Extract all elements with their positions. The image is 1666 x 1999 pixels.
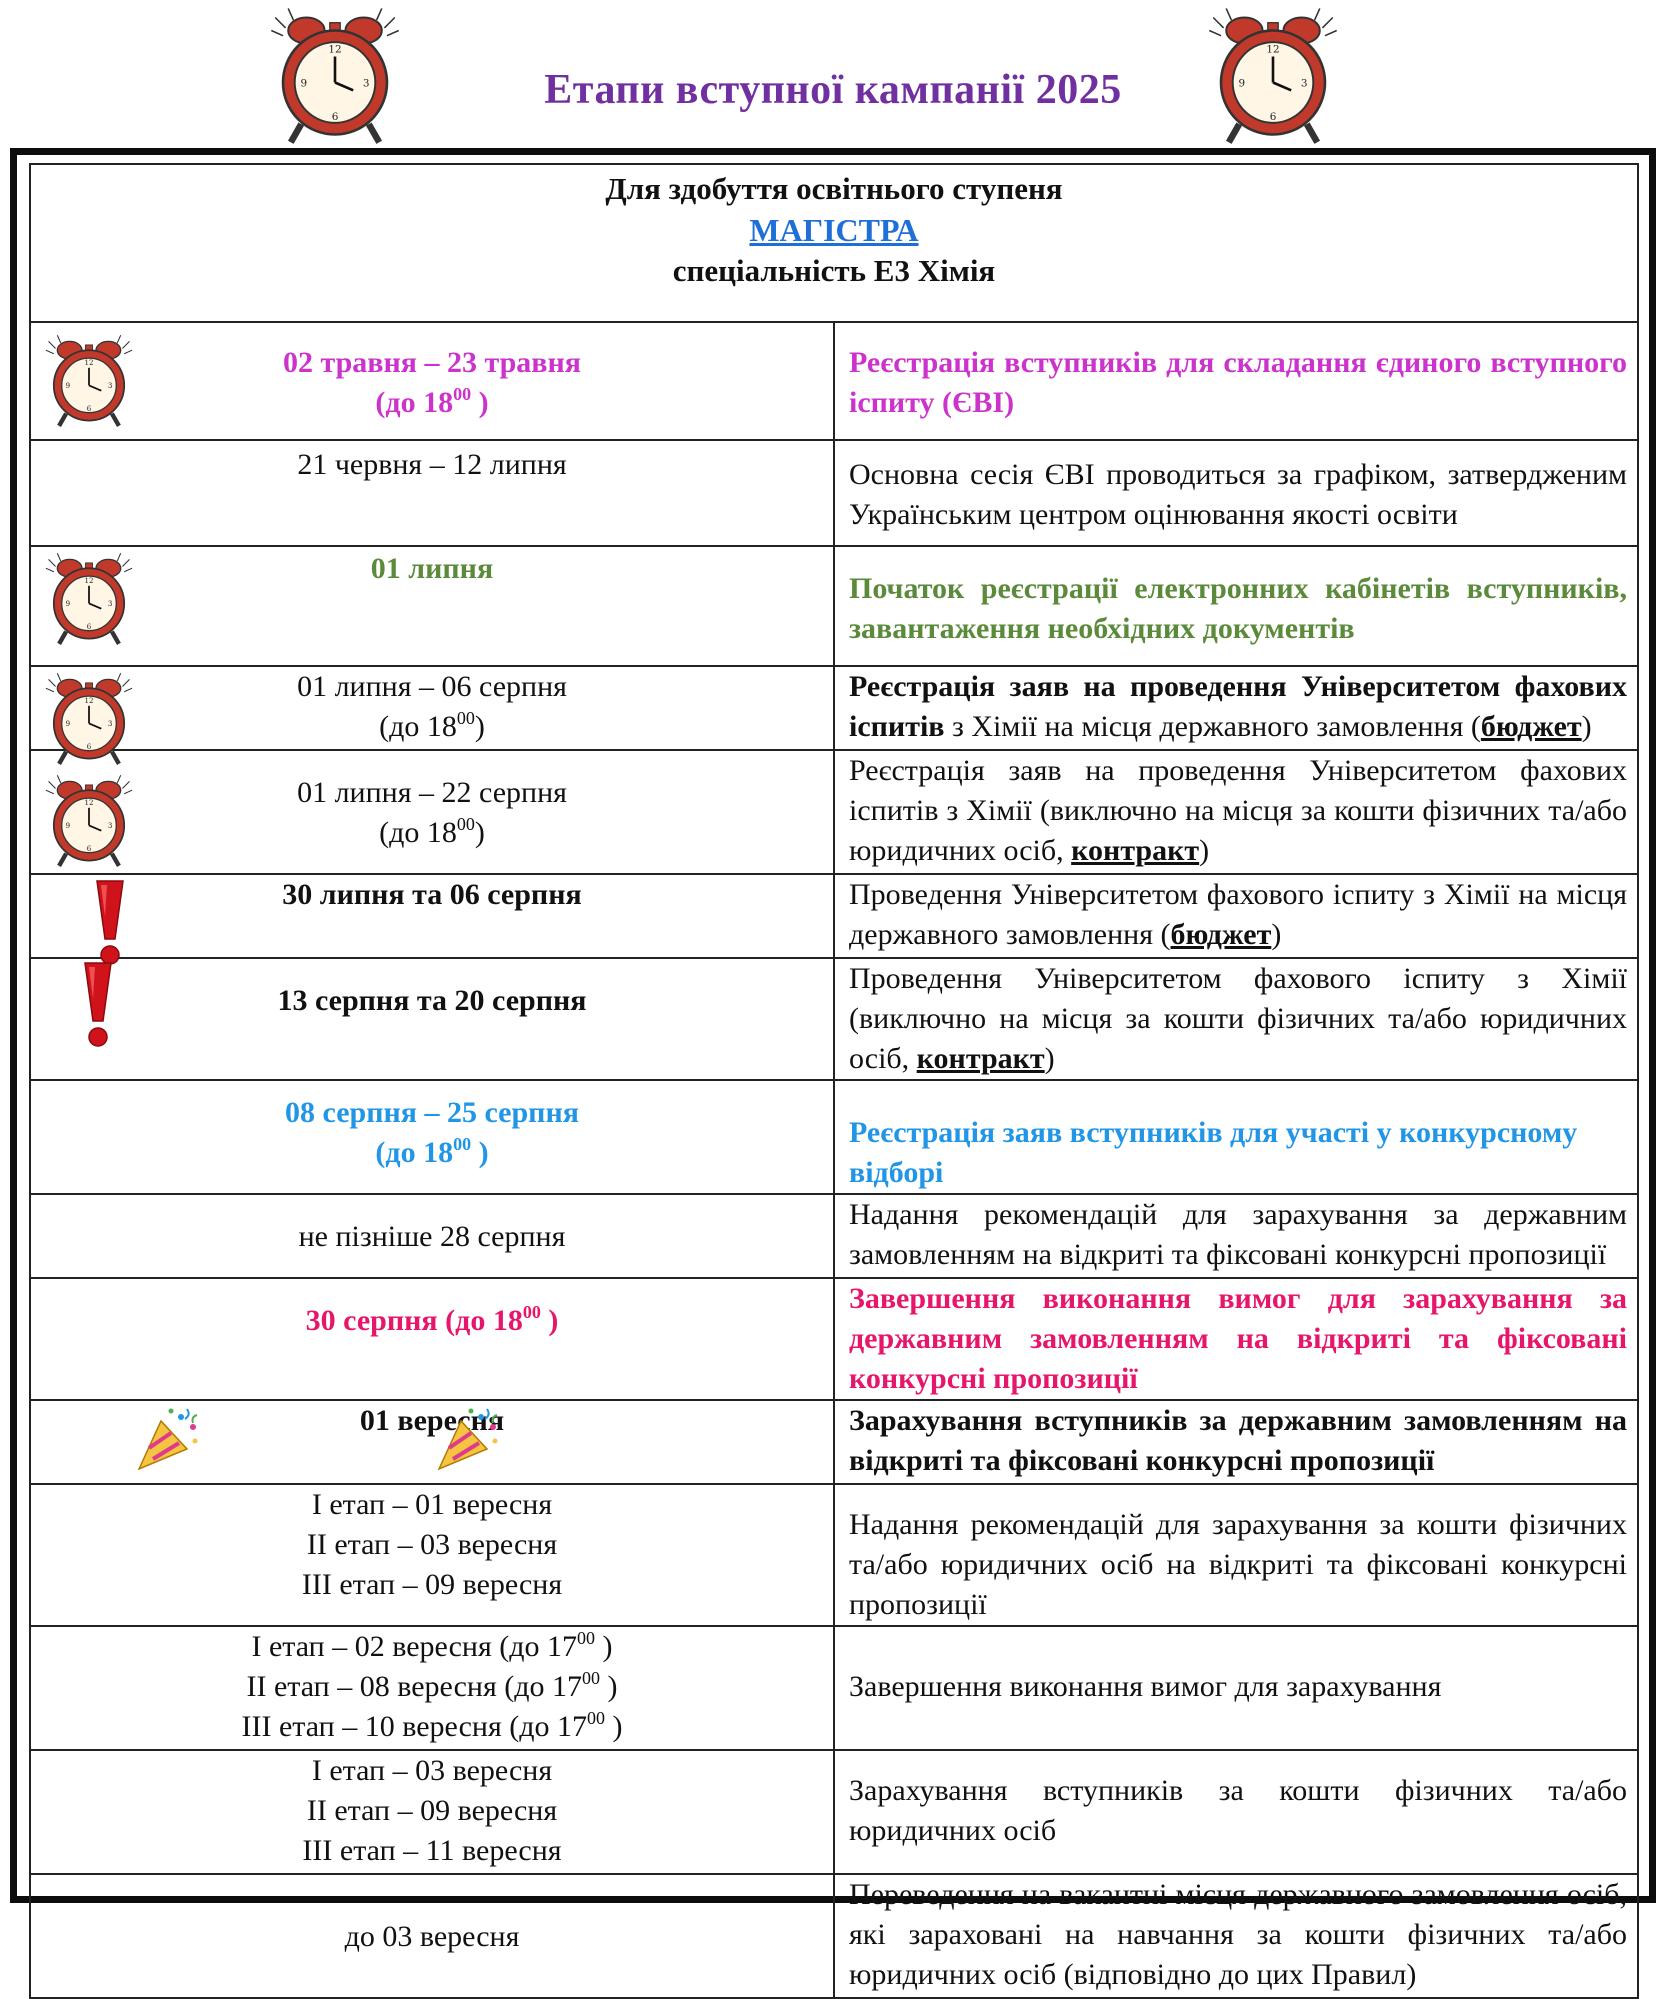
desc-text: Реєстрація заяв на проведення Університетом фахових іспитів з Хімії (виключно на місця за кошти фізичних та/або юридичних осіб, контракт) [849, 754, 1627, 867]
date-cell [30, 1278, 834, 1400]
table-row [30, 440, 1638, 546]
exclamation-icon [75, 959, 121, 1049]
date-cell [30, 322, 834, 440]
table-row [30, 546, 1638, 666]
date-text: до 03 вересня [344, 1920, 520, 1953]
budget-label: бюджет [1480, 710, 1582, 743]
desc-text: Проведення Університетом фахового іспиту з Хімії (виключно на місця за кошти фізичних та/або юридичних осіб, контракт) [849, 962, 1627, 1075]
schedule-frame [10, 148, 1656, 1991]
stage-line: І етап – 02 вересня (до $17^{00}$ ) [251, 1628, 613, 1663]
desc-cell [834, 1484, 1638, 1626]
desc-cell [834, 322, 1638, 440]
table-row [30, 874, 1638, 958]
desc-text: Завершення виконання вимог для зарахування [849, 1670, 1442, 1703]
title-bar [0, 0, 1666, 148]
date-cell [30, 1626, 834, 1750]
alarm-clock-icon [45, 549, 133, 649]
alarm-clock-icon [45, 771, 133, 871]
contract-label: контракт [1071, 834, 1200, 867]
date-text: 01 вересня [359, 1404, 505, 1437]
date-deadline: (до $18^{00}$) [379, 708, 485, 743]
desc-text: Переведення на вакантні місця державного замовлення осіб, які зараховані на навчання за кошти фізичних та/або юридичних осіб (відповідно до цих Правил) [849, 1878, 1627, 1991]
stage-line: ІІІ етап – 09 вересня [301, 1568, 563, 1601]
desc-cell [834, 666, 1638, 750]
desc-text: Завершення виконання вимог для зарахування за державним замовленням на відкриті та фіксовані конкурсні пропозиції [849, 1282, 1627, 1395]
date-cell [30, 1080, 834, 1194]
stage-line: ІІІ етап – 11 вересня [302, 1834, 562, 1867]
desc-text: Надання рекомендацій для зарахування за державним замовленням на відкриті та фіксовані конкурсні пропозиції [849, 1198, 1627, 1271]
desc-text: Основна сесія ЄВІ проводиться за графіком, затвердженим Українським центром оцінювання якості освіти [849, 458, 1627, 531]
desc-text: Реєстрація заяв на проведення Університетом фахових іспитів з Хімії на місця державного замовлення (бюджет) [849, 670, 1627, 743]
table-row [30, 1874, 1638, 1998]
date-text: 30 серпня (до $18^{00}$ ) [305, 1302, 559, 1337]
desc-text: Зарахування вступників за кошти фізичних та/або юридичних осіб [849, 1774, 1627, 1847]
page-title: Етапи вступної кампанії 2025 [544, 67, 1122, 113]
stage-line: І етап – 01 вересня [311, 1488, 553, 1521]
desc-cell [834, 1080, 1638, 1194]
alarm-clock-icon [1208, 4, 1338, 148]
desc-text: Зарахування вступників за державним замовленням на відкриті та фіксовані конкурсні пропозиції [849, 1404, 1627, 1477]
date-text: 01 липня – 06 серпня [297, 670, 567, 703]
date-cell [30, 1400, 834, 1484]
degree-link[interactable]: МАГІСТРА [749, 212, 919, 248]
date-cell [30, 1750, 834, 1874]
table-row [30, 1400, 1638, 1484]
date-cell [30, 1194, 834, 1278]
table-row [30, 1750, 1638, 1874]
desc-text: Початок реєстрації електронних кабінетів вступників, завантаження необхідних документів [849, 572, 1627, 645]
table-row [30, 750, 1638, 874]
table-row [30, 958, 1638, 1080]
stage-line: ІІІ етап – 10 вересня (до $17^{00}$ ) [241, 1708, 623, 1743]
budget-label: бюджет [1170, 918, 1272, 951]
date-cell [30, 546, 834, 666]
desc-text: Надання рекомендацій для зарахування за кошти фізичних та/або юридичних осіб на відкриті та фіксовані конкурсні пропозиції [849, 1508, 1627, 1621]
table-row [30, 1278, 1638, 1400]
date-cell [30, 958, 834, 1080]
schedule-table [29, 163, 1639, 1999]
contract-label: контракт [916, 1042, 1045, 1075]
date-deadline: (до $18^{00}$ ) [375, 384, 489, 419]
date-text: 08 серпня – 25 серпня [285, 1096, 579, 1129]
desc-text: Проведення Університетом фахового іспиту з Хімії на місця державного замовлення (бюджет) [849, 878, 1627, 951]
desc-cell [834, 958, 1638, 1080]
desc-cell [834, 1194, 1638, 1278]
stage-line: ІІ етап – 08 вересня (до $17^{00}$ ) [246, 1668, 618, 1703]
date-text: 01 липня – 22 серпня [297, 776, 567, 809]
header-specialty: спеціальність Е3 Хімія [672, 253, 996, 288]
date-cell [30, 750, 834, 874]
stage-line: ІІ етап – 09 вересня [306, 1794, 558, 1827]
stage-line: І етап – 03 вересня [311, 1754, 553, 1787]
table-header [30, 164, 1638, 322]
table-row [30, 666, 1638, 750]
alarm-clock-icon [45, 331, 133, 431]
date-text: 30 липня та 06 серпня [282, 878, 582, 911]
date-cell [30, 874, 834, 958]
table-row [30, 1484, 1638, 1626]
date-text: 13 серпня та 20 серпня [277, 984, 587, 1017]
date-cell [30, 1874, 834, 1998]
desc-text: Реєстрація вступників для складання єдиного вступного іспиту (ЄВІ) [849, 346, 1627, 419]
date-cell [30, 666, 834, 750]
date-text: 21 червня – 12 липня [297, 448, 567, 481]
desc-cell [834, 1626, 1638, 1750]
desc-cell [834, 1874, 1638, 1998]
date-cell [30, 1484, 834, 1626]
party-popper-icon [431, 1403, 503, 1475]
date-cell [30, 440, 834, 546]
desc-cell [834, 440, 1638, 546]
date-text: не пізніше 28 серпня [298, 1220, 566, 1253]
party-popper-icon [131, 1403, 203, 1475]
exclamation-icon [87, 877, 133, 967]
table-row [30, 1194, 1638, 1278]
header-line1: Для здобуття освітнього ступеня [605, 171, 1063, 206]
desc-cell [834, 1750, 1638, 1874]
table-row [30, 1626, 1638, 1750]
desc-cell [834, 1400, 1638, 1484]
date-deadline: (до $18^{00}$ ) [375, 1134, 489, 1169]
date-deadline: (до $18^{00}$) [379, 814, 485, 849]
table-row [30, 322, 1638, 440]
desc-cell [834, 750, 1638, 874]
stage-line: ІІ етап – 03 вересня [306, 1528, 558, 1561]
date-text: 01 липня [370, 552, 494, 585]
desc-cell [834, 546, 1638, 666]
date-text: 02 травня – 23 травня [282, 346, 581, 379]
desc-cell [834, 1278, 1638, 1400]
desc-cell [834, 874, 1638, 958]
table-row [30, 1080, 1638, 1194]
desc-text: Реєстрація заяв вступників для участі у конкурсному відборі [849, 1116, 1578, 1189]
